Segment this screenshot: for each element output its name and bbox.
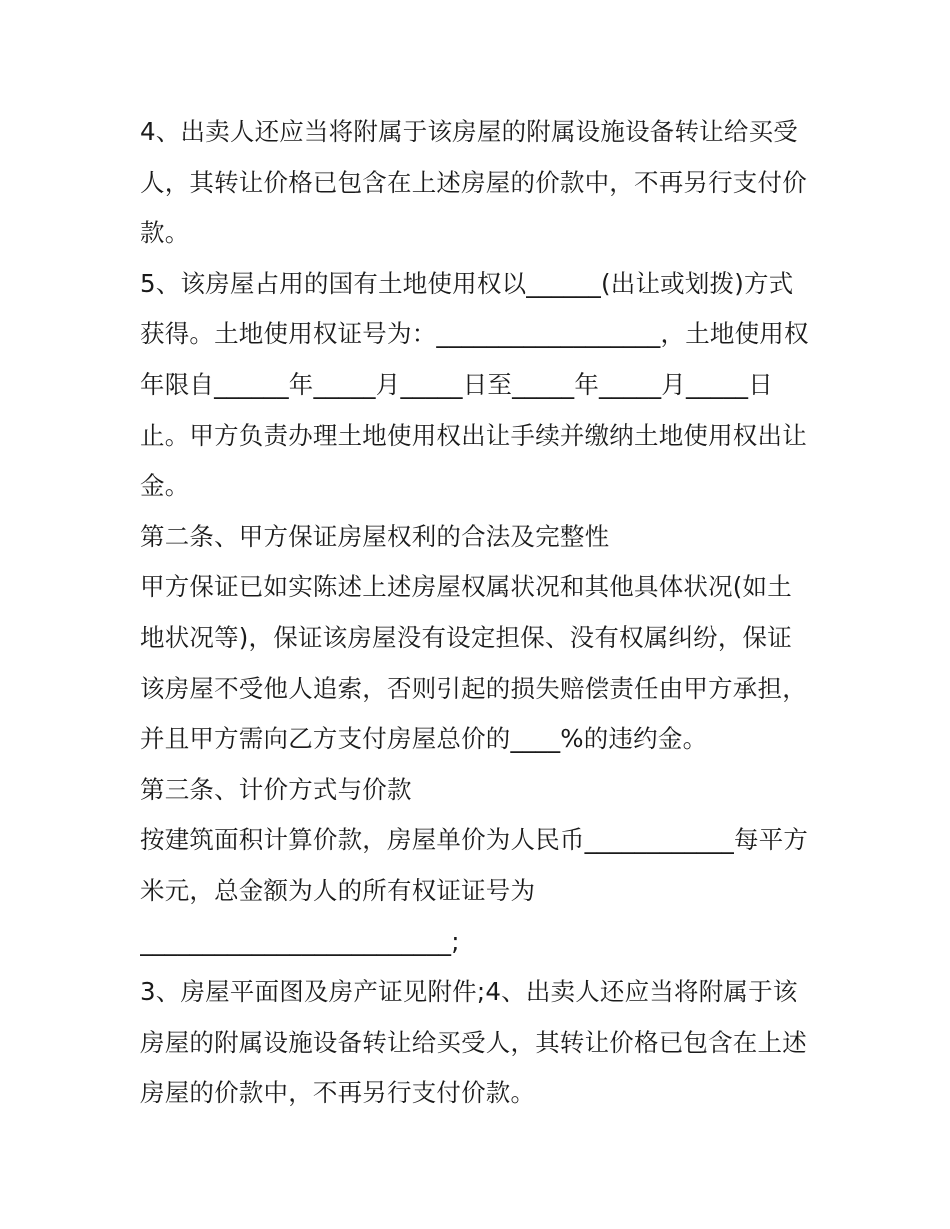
document-body: [140, 107, 816, 1119]
text-line: 止。甲方负责办理土地使用权出让手续并缴纳土地使用权出让: [140, 420, 807, 450]
text-line: 3、房屋平面图及房产证见附件;4、出卖人还应当将附属于该: [140, 977, 798, 1007]
text-line: 款。: [140, 218, 190, 248]
section-heading: 第三条、计价方式与价款: [140, 774, 412, 804]
text-line: 甲方保证已如实陈述上述房屋权属状况和其他具体状况(如土: [140, 572, 792, 602]
text-line: 4、出卖人还应当将附属于该房屋的附属设施设备转让给买受: [140, 117, 798, 146]
text-line: 房屋的价款中，不再另行支付价款。: [140, 1078, 536, 1108]
section-heading: 第二条、甲方保证房屋权利的合法及完整性: [140, 521, 610, 551]
text-line: 并且甲方需向乙方支付房屋总价的____%的违约金。: [140, 724, 708, 754]
text-line: 人，其转让价格已包含在上述房屋的价款中，不再另行支付价: [140, 167, 807, 197]
text-line: 该房屋不受他人追索，否则引起的损失赔偿责任由甲方承担，: [140, 673, 807, 703]
text-line: 米元，总金额为人的所有权证证号为: [140, 875, 536, 905]
text-line: 金。: [140, 471, 190, 501]
text-line: 年限自______年_____月_____日至_____年_____月_____日: [140, 369, 773, 399]
text-line: 地状况等)，保证该房屋没有设定担保、没有权属纠纷，保证: [140, 622, 792, 652]
text-line: 房屋的附属设施设备转让给买受人，其转让价格已包含在上述: [140, 1027, 807, 1057]
text-line: 按建筑面积计算价款，房屋单价为人民币____________每平方: [140, 825, 809, 855]
text-line: 5、该房屋占用的国有土地使用权以______(出让或划拨)方式: [140, 268, 794, 298]
text-line: _________________________;: [140, 926, 460, 956]
text-line: 获得。土地使用权证号为：__________________，土地使用权: [140, 319, 809, 349]
